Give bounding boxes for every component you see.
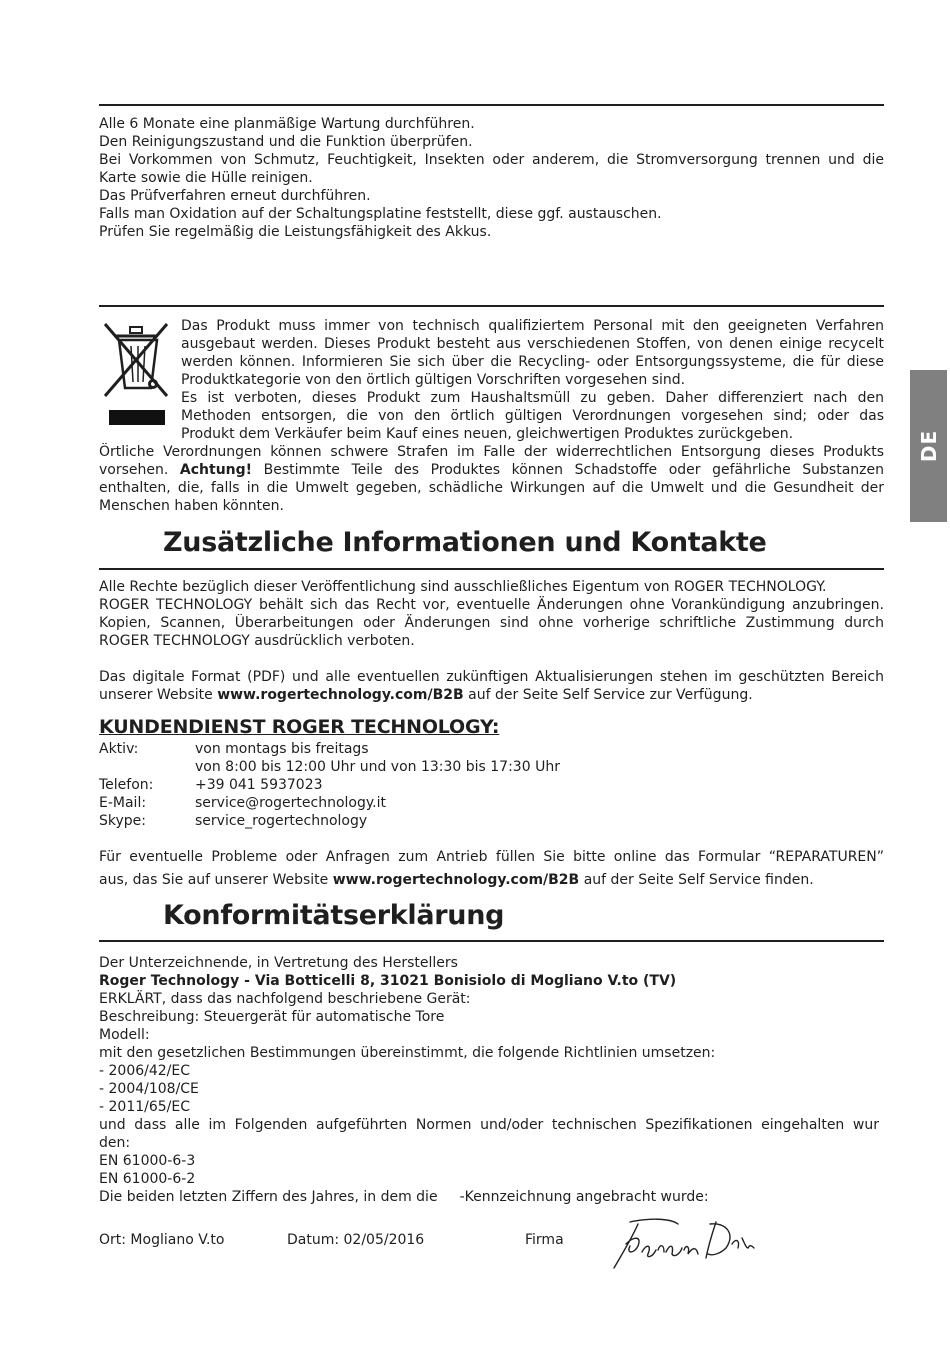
section-divider	[99, 568, 884, 570]
repair-text: aus, das Sie auf unserer Website	[99, 872, 329, 888]
section-divider	[99, 104, 884, 106]
directive-item: - 2011/65/EC	[99, 1099, 190, 1115]
maintenance-line: Alle 6 Monate eine planmäßige Wartung durchführen.	[99, 116, 475, 132]
maintenance-line: Prüfen Sie regelmäßig die Leistungsfähigkeit des Akkus.	[99, 224, 492, 240]
b2b-link[interactable]: www.rogertechnology.com/B2B	[332, 872, 580, 888]
service-value: von montags bis freitags	[195, 741, 369, 757]
disposal-line-rest: Bestimmte Teile des Produktes können Schadstoffe oder gefährliche Substanzen	[263, 462, 884, 478]
ce-line-text: Die beiden letzten Ziffern des Jahres, in dem die	[99, 1189, 438, 1205]
conformity-line: Modell:	[99, 1027, 150, 1043]
directive-item: - 2004/108/CE	[99, 1081, 199, 1097]
maintenance-line: Das Prüfverfahren erneut durchführen.	[99, 188, 371, 204]
service-value: von 8:00 bis 12:00 Uhr und von 13:30 bis 17:30 Uhr	[195, 759, 560, 775]
signature-image	[608, 1214, 764, 1272]
language-tab-label: DE	[916, 429, 941, 463]
disposal-line: Menschen haben könnten.	[99, 498, 284, 514]
disposal-line: Es ist verboten, dieses Produkt zum Haushaltsmüll zu geben. Daher differenziert nach den	[181, 390, 884, 406]
norm-item: EN 61000-6-2	[99, 1171, 196, 1187]
maintenance-line: Den Reinigungszustand und die Funktion überprüfen.	[99, 134, 473, 150]
pdf-line	[99, 686, 753, 704]
disposal-line: werden können. Informieren Sie sich über die Recycling- oder Entsorgungssysteme, die für diese	[181, 354, 884, 370]
place-label: Ort: Mogliano V.to	[99, 1232, 225, 1248]
maintenance-line: Bei Vorkommen von Schmutz, Feuchtigkeit, Insekten oder anderem, die Stromversorgung trennen und die	[99, 152, 884, 168]
service-label: E-Mail:	[99, 795, 147, 811]
maintenance-line: Falls man Oxidation auf der Schaltungsplatine feststellt, diese ggf. austauschen.	[99, 206, 662, 222]
disposal-line: Das Produkt muss immer von technisch qualifiziertem Personal mit den geeigneten Verfahren	[181, 318, 884, 334]
maintenance-line: Karte sowie die Hülle reinigen.	[99, 170, 313, 186]
rights-line: ROGER TECHNOLOGY behält sich das Recht vor, eventuelle Änderungen ohne Vorankündigung anzubringen.	[99, 597, 884, 613]
conformity-line: den:	[99, 1135, 131, 1151]
conformity-line: ERKLÄRT, dass das nachfolgend beschriebene Gerät:	[99, 991, 471, 1007]
service-skype[interactable]: service_rogertechnology	[195, 813, 368, 829]
disposal-line: enthalten, die, falls in die Umwelt gegeben, schädliche Wirkungen auf die Umwelt und die Gesundheit der	[99, 480, 884, 496]
service-label: Aktiv:	[99, 741, 139, 757]
conformity-line: Beschreibung: Steuergerät für automatische Tore	[99, 1009, 445, 1025]
repair-line	[99, 871, 814, 889]
conformity-line: Der Unterzeichnende, in Vertretung des Herstellers	[99, 955, 458, 971]
signature-label: Firma	[525, 1232, 564, 1248]
service-phone[interactable]: +39 041 5937023	[195, 777, 323, 793]
service-email[interactable]: service@rogertechnology.it	[195, 795, 386, 811]
conformity-line: mit den gesetzlichen Bestimmungen übereinstimmt, die folgende Richtlinien umsetzen:	[99, 1045, 716, 1061]
rights-line: ROGER TECHNOLOGY ausdrücklich verboten.	[99, 633, 415, 649]
section-divider	[99, 940, 884, 942]
warning-label: Achtung!	[179, 462, 253, 478]
crossed-out-wheeled-bin-icon	[101, 318, 175, 430]
manufacturer-address: Roger Technology - Via Botticelli 8, 31021 Bonisiolo di Mogliano V.to (TV)	[99, 973, 677, 989]
repair-text: auf der Seite Self Service finden.	[583, 872, 814, 888]
disposal-line: Örtliche Verordnungen können schwere Strafen im Falle der widerrechtlichen Entsorgung dieses Produkts	[99, 444, 884, 460]
b2b-link[interactable]: www.rogertechnology.com/B2B	[217, 687, 464, 703]
disposal-line: ausgebaut werden. Dieses Produkt besteht aus verschiedenen Stoffen, von denen einige recycelt	[181, 336, 884, 352]
norm-item: EN 61000-6-3	[99, 1153, 196, 1169]
repair-line: Für eventuelle Probleme oder Anfragen zum Antrieb füllen Sie bitte online das Formular “REPARATUREN”	[99, 849, 884, 865]
rights-line: Kopien, Scannen, Überarbeitungen oder Änderungen sind ohne vorherige schriftliche Zustimmung durch	[99, 615, 884, 631]
service-label: Telefon:	[99, 777, 154, 793]
directive-item: - 2006/42/EC	[99, 1063, 190, 1079]
pdf-text: unserer Website	[99, 687, 213, 703]
rights-line: Alle Rechte bezüglich dieser Veröffentlichung sind ausschließliches Eigentum von ROGER TECHNOLOGY.	[99, 579, 827, 595]
conformity-heading: Konformitätserklärung	[163, 900, 505, 931]
info-heading: Zusätzliche Informationen und Kontakte	[163, 527, 767, 558]
ce-line	[99, 1188, 709, 1206]
disposal-line: Produktkategorie von den örtlich gültigen Vorschriften vorgesehen sind.	[181, 372, 686, 388]
disposal-line: Produkt dem Verkäufer beim Kauf eines neuen, gleichwertigen Produktes zurückgeben.	[181, 426, 794, 442]
pdf-line: Das digitale Format (PDF) und alle eventuellen zukünftigen Aktualisierungen stehen im geschützten Bereich	[99, 669, 884, 685]
pdf-text: auf der Seite Self Service zur Verfügung.	[468, 687, 753, 703]
date-label: Datum: 02/05/2016	[287, 1232, 425, 1248]
disposal-line: Methoden entsorgen, die von den örtlich gültigen Verordnungen vorgesehen sind; oder das	[181, 408, 884, 424]
conformity-line: und dass alle im Folgenden aufgeführten Normen und/oder technischen Spezifikationen eingehalten wur	[99, 1117, 879, 1133]
language-tab	[910, 370, 947, 522]
disposal-warning-line	[99, 461, 884, 479]
service-label: Skype:	[99, 813, 146, 829]
section-divider	[99, 305, 884, 307]
ce-line-text: -Kennzeichnung angebracht wurde:	[459, 1189, 709, 1205]
service-heading: KUNDENDIENST ROGER TECHNOLOGY:	[99, 716, 500, 738]
disposal-line-prefix: vorsehen.	[99, 462, 169, 478]
